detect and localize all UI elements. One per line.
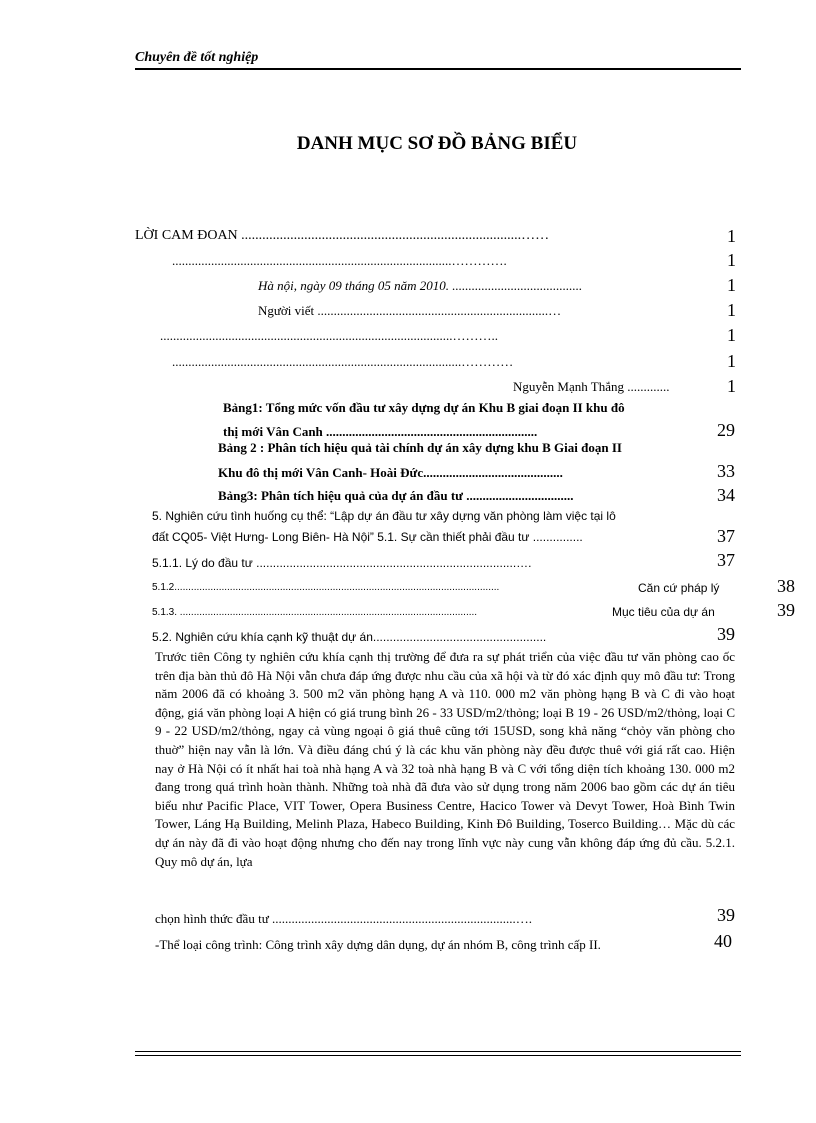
toc-page-number: 37 [717,526,735,546]
toc-entry-5-2-1[interactable]: chọn hình thức đầu tư ...........................................................................…. [155,911,532,926]
toc-entry-bang2-line1[interactable]: Bảng 2 : Phân tích hiệu quả tài chính dự án xây dựng khu B Giai đoạn II [218,440,622,455]
toc-entry-text: LỜI CAM ĐOAN ................................................................................…… [135,228,550,243]
toc-entry-text: ..........................................................................................……….. [160,328,498,343]
toc-entry-5-1-2[interactable]: 5.1.2..................................................................................................................... [152,582,500,593]
toc-page-number: 39 [777,600,795,620]
header-rule [135,68,741,70]
toc-page-number: 40 [714,931,732,951]
toc-entry-the-loai-cong-trinh[interactable]: -Thể loại công trình: Công trình xây dựng dân dụng, dự án nhóm B, công trình cấp II. [155,937,601,952]
toc-entry-bang1-line2[interactable]: thị mới Vân Canh ................................................................. [223,424,538,439]
toc-entry-5-1-2-title: Căn cứ pháp lý [638,581,720,595]
toc-page-number: 39 [717,905,735,925]
toc-entry-bang2-line2[interactable]: Khu đô thị mới Vân Canh- Hoài Đức........................................... [218,465,563,480]
toc-entry-text: Hà nội, ngày 09 tháng 05 năm 2010. ........................................ [258,278,583,293]
toc-page-number: 1 [727,325,736,345]
toc-page-number: 34 [717,485,735,505]
toc-entry-5-1-3[interactable]: 5.1.3. ........................................................................................................... [152,607,478,618]
toc-page-number: 39 [717,624,735,644]
toc-page-number: 29 [717,420,735,440]
toc-page-number: 33 [717,461,735,481]
toc-entry-5-1-3-title: Mục tiêu của dự án [612,605,715,619]
toc-page-number: 1 [727,250,736,270]
toc-entry-loi-cam-doan[interactable] [135,228,549,244]
toc-entry-text: .........................................................................................………… [172,354,514,369]
footer-rule-bottom [135,1055,741,1056]
footer-rule-top [135,1051,741,1052]
toc-entry[interactable] [160,328,498,344]
toc-page-number: 1 [727,376,736,396]
toc-page-number: 1 [727,351,736,371]
toc-entry[interactable] [172,253,507,269]
running-header: Chuyên đề tốt nghiệp [135,50,259,65]
toc-entry-text: ......................................................................................…………. [172,253,507,268]
toc-entry-text: Nguyễn Mạnh Thắng ............. [513,379,670,394]
toc-page-number: 37 [717,550,735,570]
toc-entry-5-1-1[interactable]: 5.1.1. Lý do đầu tư ..............................................................................…. [152,556,532,570]
toc-page-number: 1 [727,275,736,295]
toc-page-number: 1 [727,226,736,246]
toc-page-number: 1 [727,300,736,320]
toc-entry-5-2[interactable]: 5.2. Nghiên cứu khía cạnh kỹ thuật dự án.................................................... [152,630,547,644]
page-title: DANH MỤC SƠ ĐỒ BẢNG BIỂU [296,133,578,154]
toc-entry-bang3[interactable]: Bảng3: Phân tích hiệu quả của dự án đầu tư ................................. [218,488,574,503]
toc-entry-bang1-line1[interactable]: Bảng1: Tổng mức vốn đầu tư xây dựng dự án Khu B giai đoạn II khu đô [223,400,625,415]
toc-entry-text: Người viết .......................................................................… [258,303,562,318]
toc-entry-section5-line1[interactable]: 5. Nghiên cứu tình huống cụ thể: “Lập dự án đầu tư xây dựng văn phòng làm việc tại lô [152,509,616,523]
toc-entry[interactable] [172,354,513,370]
toc-entry[interactable] [258,303,561,319]
toc-entry[interactable] [513,379,669,395]
toc-page-number: 38 [777,576,795,596]
toc-entry[interactable] [258,278,582,294]
body-paragraph: Trước tiên Công ty nghiên cứu khía cạnh thị trường để đưa ra sự phát triển của việc đầu tư văn phòng cao ốc trên địa bàn thủ đô Hà Nội vẫn chưa đáp ứng được nhu cầu của xã hội và từ đó xác định quy mô đầu tư: Trong năm 2006 đã có khoảng 3. 500 m2 văn phòng hạng A và 110. 000 m2 văn phòng hạng B và C đi vào hoạt động, giá văn phòng loại A hiện có giá trung bình 26 - 33 USD/m2/thỏng; loại B 19 - 26 USD/m2/thỏng, loại C 9 - 22 USD/m2/thỏng, ngay cả vùng ngoại ô giá thuê cũng tới 15USD, song khả năng “chỏy văn phòng cho thuờ” hiện nay vẫn là lớn. Và điều đáng chú ý là các khu văn phòng này đều được thuê với giá rất cao. Hiện nay ở Hà Nội có ít nhất hai toà nhà hạng A và 32 toà nhà hạng B và C với tổng diện tích khoảng 130. 000 m2 đang trong quá trình hoàn thành. Những toà nhà đã đưa vào sử dụng trong năm 2006 bao gồm các dự án tiêu biểu như Pacific Place, VIT Tower, Opera Business Centre, Hacico Tower và Devyt Tower, Hoà Bình Twin Tower, Láng Hạ Building, Melinh Plaza, Habeco Building, Kinh Đô Building, Toserco Building… Mặc dù các dự án này đã đi vào hoạt động nhưng cho đến nay trong lĩnh vực này cung vẫn không đáp ứng đủ cầu. 5.2.1. Quy mô dự án, lựa [155,649,735,869]
toc-entry-section5-line2[interactable]: đất CQ05- Việt Hưng- Long Biên- Hà Nội” 5.1. Sự cần thiết phải đầu tư ............... [152,530,583,544]
